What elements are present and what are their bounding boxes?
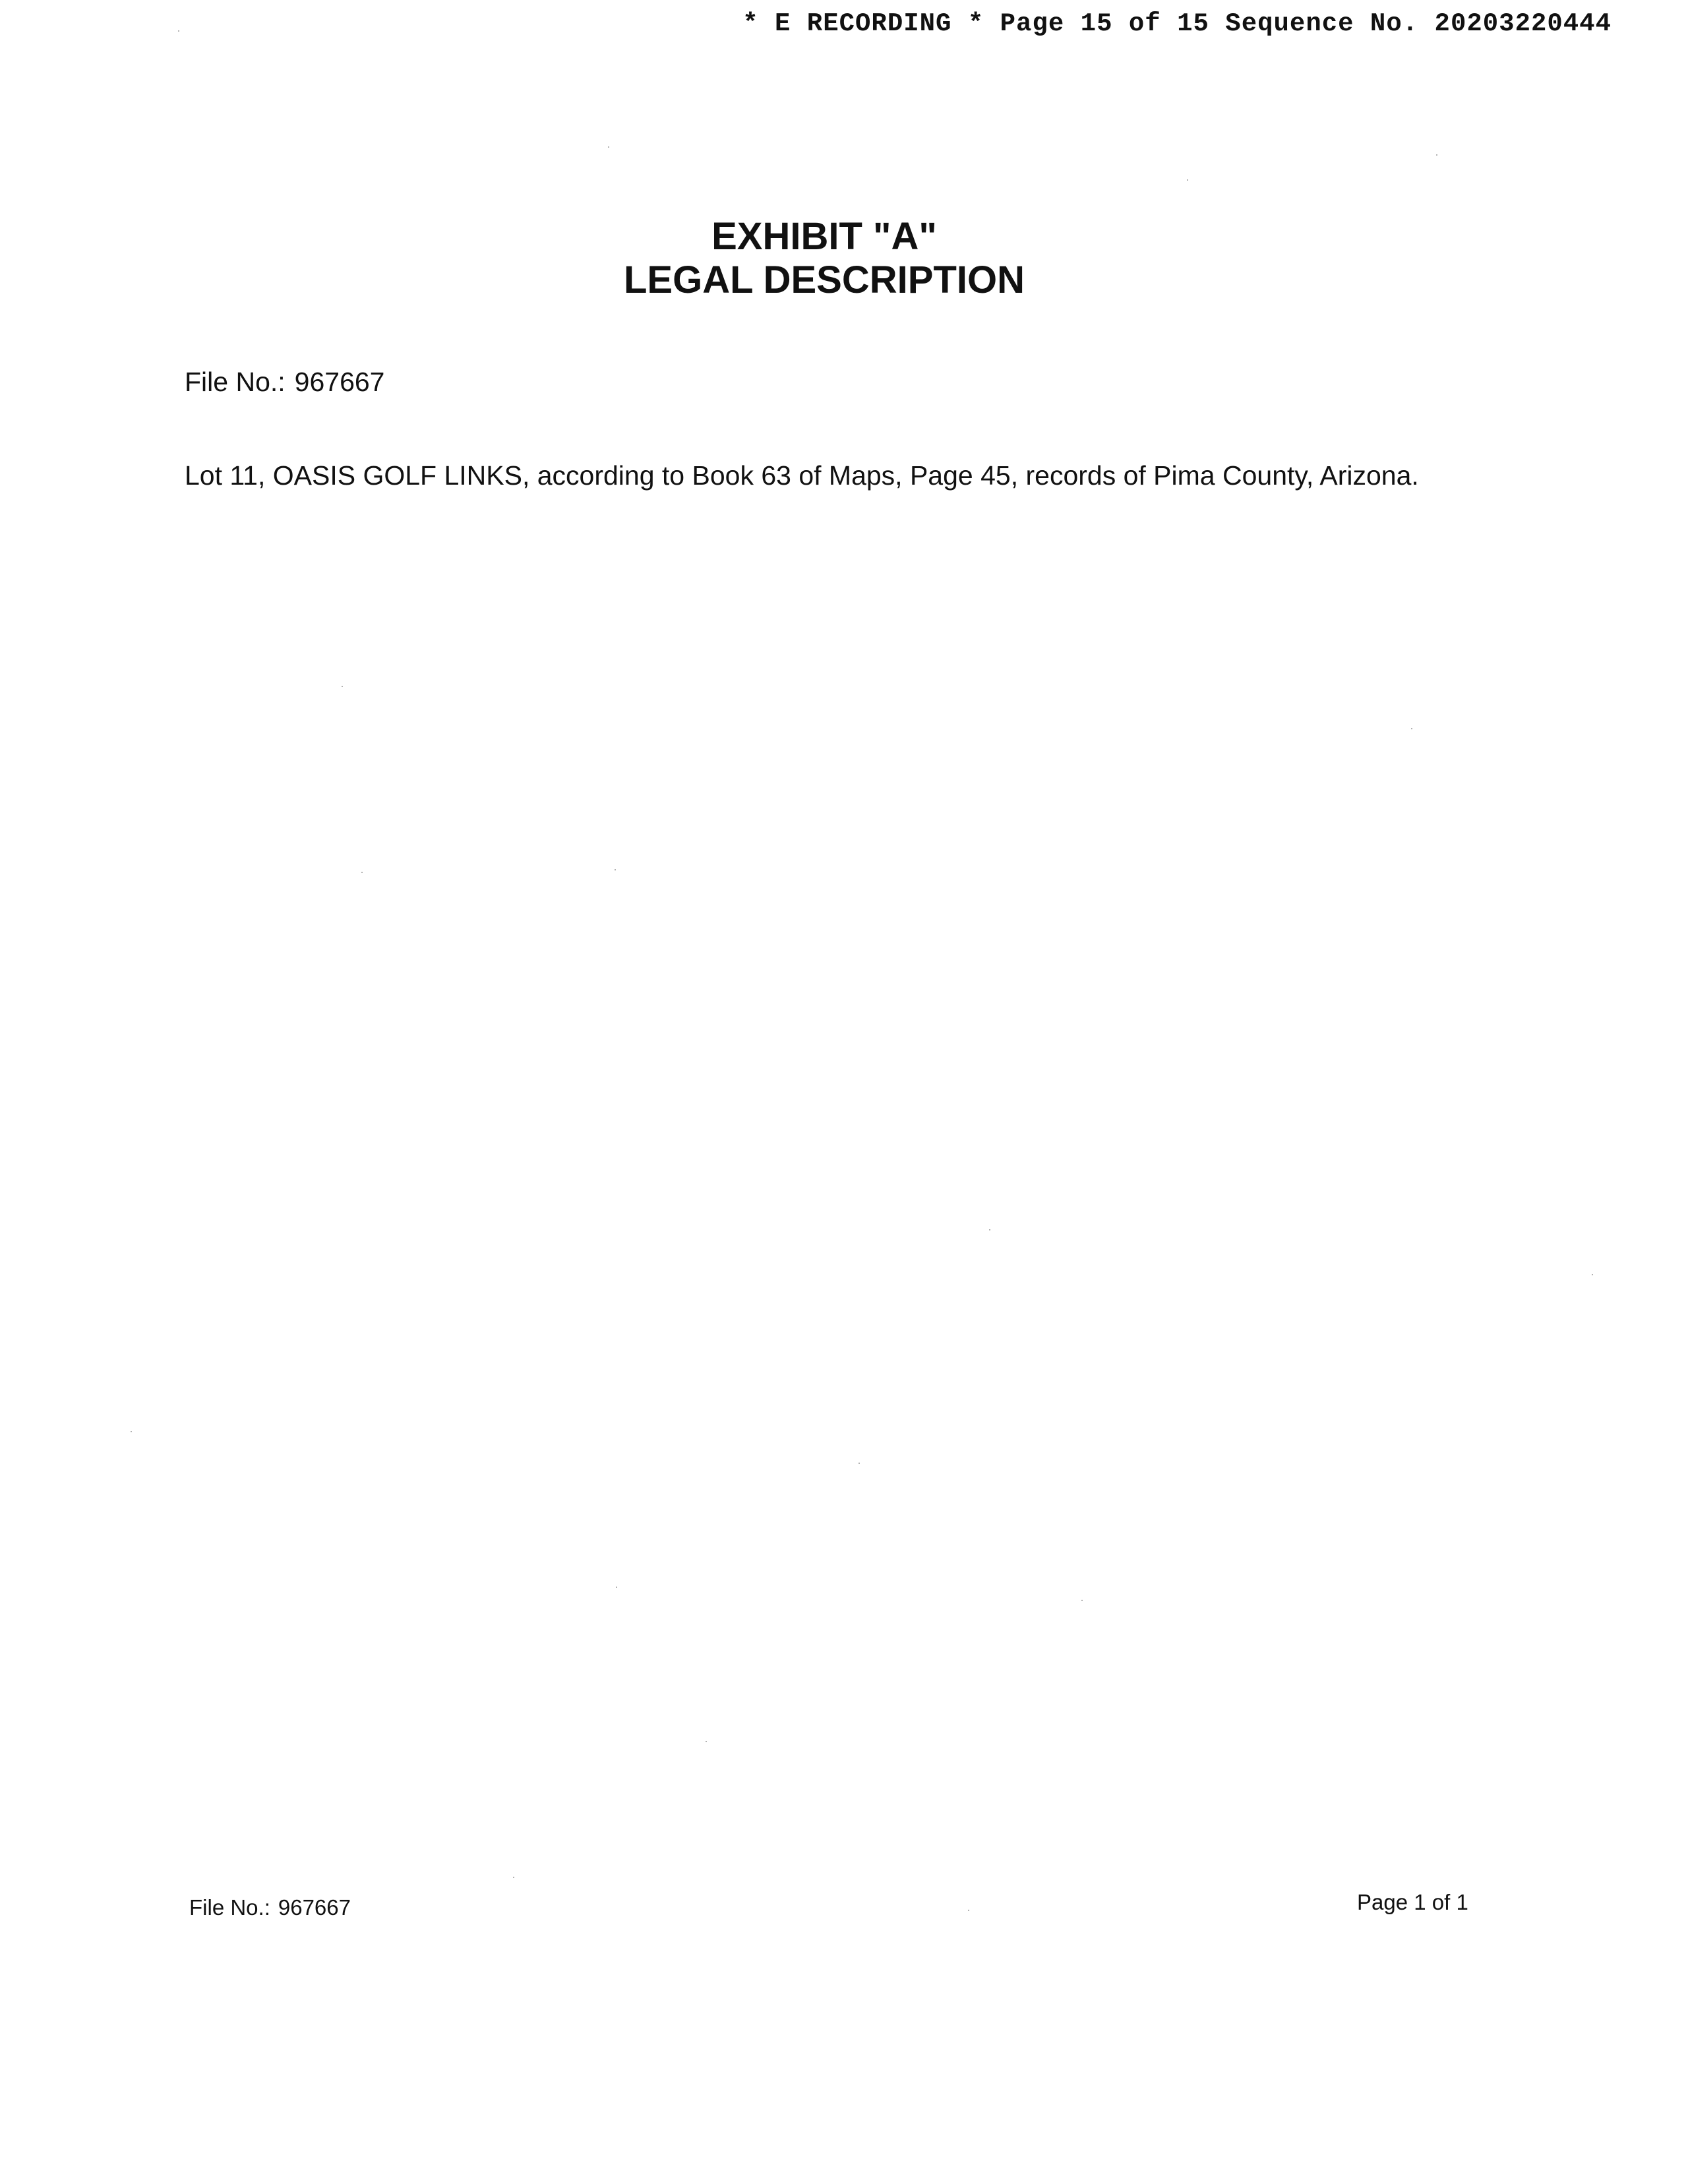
exhibit-title-line-2: LEGAL DESCRIPTION — [624, 258, 1025, 301]
legal-description-text: Lot 11, OASIS GOLF LINKS, according to Book 63 of Maps, Page 45, records of Pima County, Arizona. — [185, 460, 1419, 491]
scan-speck — [1592, 1274, 1593, 1275]
scan-speck — [615, 869, 616, 870]
file-number — [185, 367, 384, 398]
scan-speck — [968, 1910, 969, 1911]
scan-speck — [361, 872, 363, 873]
scan-speck — [178, 30, 179, 32]
footer-file-number — [189, 1895, 351, 1920]
scan-speck — [706, 1741, 707, 1742]
recording-stamp: * E RECORDING * Page 15 of 15 Sequence No. 20203220444 — [742, 9, 1612, 38]
scan-speck — [1187, 179, 1188, 181]
footer-page-indicator: Page 1 of 1 — [1357, 1890, 1468, 1914]
footer-file-value: 967667 — [278, 1895, 351, 1920]
footer-file-label: File No.: — [189, 1895, 270, 1920]
scan-speck — [131, 1431, 132, 1432]
scan-speck — [1436, 154, 1437, 156]
scan-speck — [1081, 1600, 1083, 1601]
scan-speck — [1411, 728, 1412, 729]
scan-speck — [608, 146, 609, 148]
scan-speck — [342, 686, 343, 687]
exhibit-title-line-1: EXHIBIT "A" — [711, 215, 937, 258]
scan-speck — [513, 1877, 514, 1878]
scan-speck — [616, 1587, 617, 1588]
scan-speck — [859, 1463, 860, 1464]
file-number-label: File No.: — [185, 367, 286, 397]
exhibit-title — [0, 215, 1648, 302]
file-number-value: 967667 — [294, 367, 385, 397]
scan-speck — [989, 1229, 990, 1230]
